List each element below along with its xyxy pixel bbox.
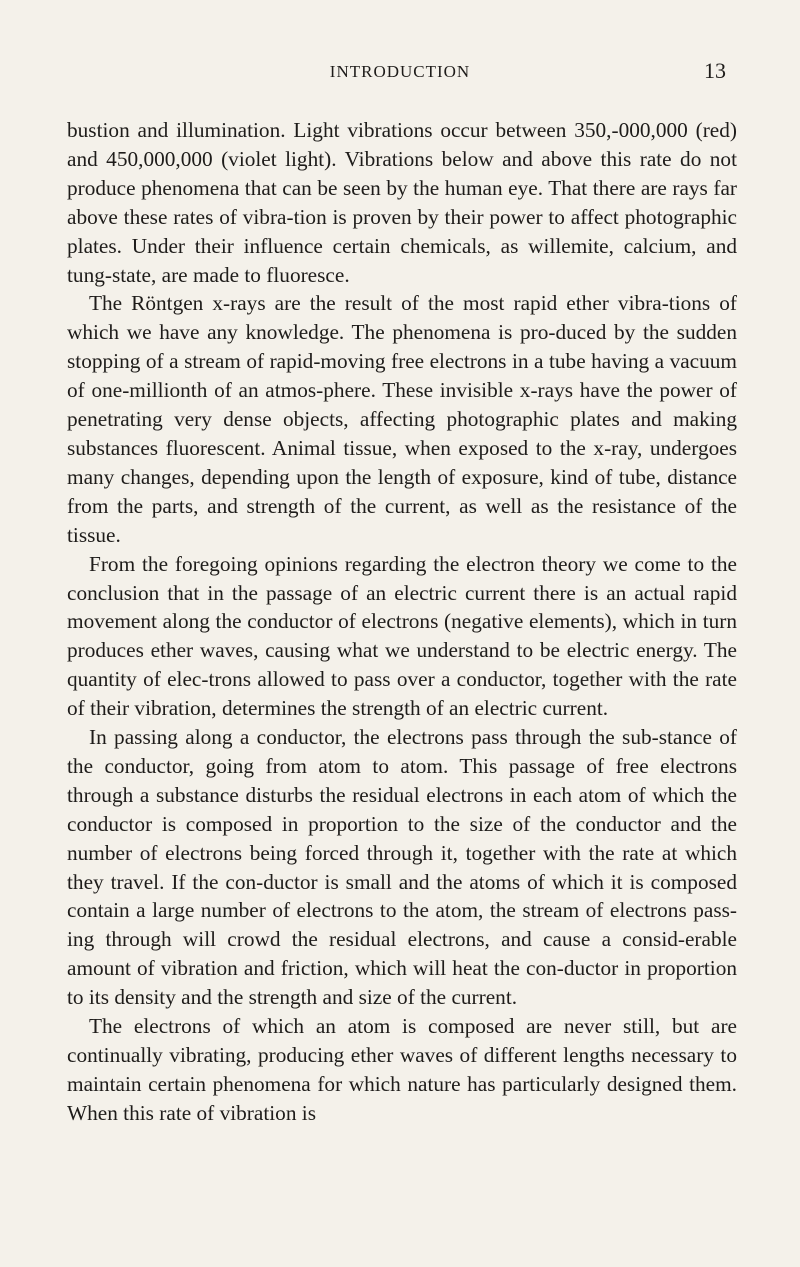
paragraph-conductor: In passing along a conductor, the electrons pass through the sub-stance of the conductor, going from atom to atom. This passage of free electrons through a substance disturbs the residual electrons in each atom of which the conductor is composed in proportion to the size of the conductor and the number of electrons being forced through it, together with the rate at which they travel. If the con-ductor is small and the atoms of which it is composed contain a large number of electrons to the atom, the stream of electrons pass-ing through will crowd the residual electrons, and cause a consid-erable amount of vibration and friction, which will heat the con-ductor in proportion to its density and the strength and size of the current.: [67, 725, 737, 1010]
paragraph-continued: bustion and illumination. Light vibrations occur between 350,-000,000 (red) and 450,000,000 (violet light). Vibrations below and above this rate do not produce phenomena that can be seen by the human eye. That there are rays far above these rates of vibra-tion is proven by their power to affect photographic plates. Under their influence certain chemicals, as willemite, calcium, and tung-state, are made to fluoresce.: [67, 118, 737, 287]
running-title: INTRODUCTION: [329, 62, 471, 81]
page-number: 13: [704, 58, 726, 83]
body-text: [67, 116, 737, 1128]
paragraph-electron-theory: From the foregoing opinions regarding the electron theory we come to the conclusion that in the passage of an electric current there is an actual rapid movement along the conductor of electrons (negative elements), which in turn produces ether waves, causing what we understand to be electric energy. The quantity of elec-trons allowed to pass over a conductor, together with the rate of their vibration, determines the strength of an electric current.: [67, 551, 737, 721]
paragraph-rontgen-x-rays: The Röntgen x-rays are the result of the most rapid ether vibra-tions of which we have any knowledge. The phenomena is pro-duced by the sudden stopping of a stream of rapid-moving free electrons in a tube having a vacuum of one-millionth of an atmos-phere. These invisible x-rays have the power of penetrating very dense objects, affecting photographic plates and making substances fluorescent. Animal tissue, when exposed to the x-ray, undergoes many changes, depending upon the length of exposure, kind of tube, distance from the parts, and strength of the current, as well as the resistance of the tissue.: [67, 291, 737, 547]
running-head: [0, 58, 800, 86]
paragraph-atom-vibration: The electrons of which an atom is composed are never still, but are continually vibrating, producing ether waves of different lengths necessary to maintain certain phenomena for which nature has particularly designed them. When this rate of vibration is: [67, 1014, 737, 1125]
